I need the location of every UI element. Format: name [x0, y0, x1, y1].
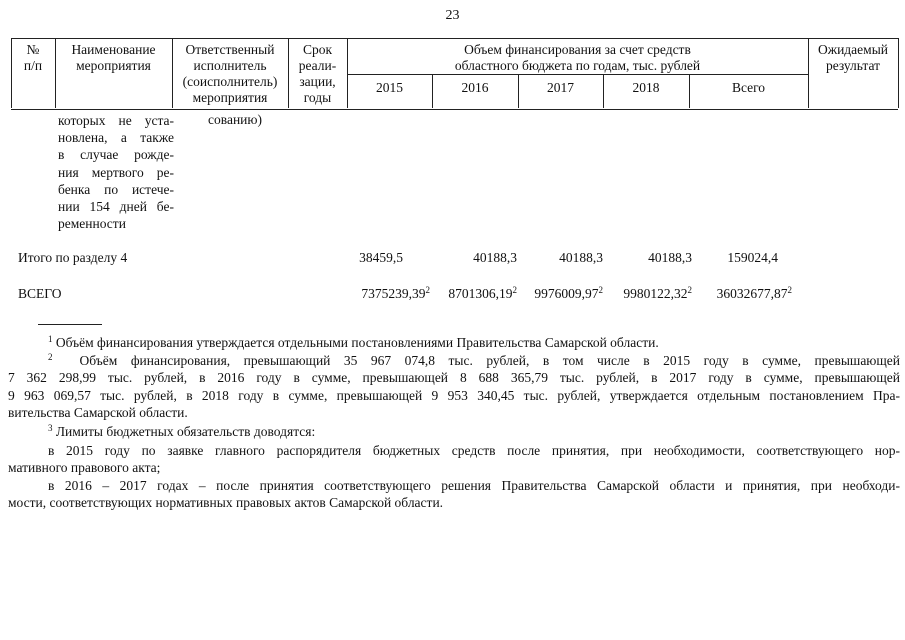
footnote-3-paragraph-2016-2017 — [8, 477, 900, 512]
text-line: Объём финансирования, превышающий 35 967 074,8 тыс. рублей, в том числе в 2015 году в сумме, превышающей — [79, 353, 901, 368]
section-total-all: 159024,4 — [727, 250, 778, 265]
grand-total-2016: 8701306,19$^2$ — [448, 285, 517, 301]
col-header-result: Ожидаемый результат — [818, 42, 888, 73]
text-line: бенка по истече- — [58, 181, 174, 197]
row-label-grand-total: ВСЕГО — [18, 286, 62, 301]
col-header-year-2017: 2017 — [547, 80, 574, 95]
row-label-section-total: Итого по разделу 4 — [18, 250, 128, 265]
text-line: в 2016 – 2017 годах – после принятия соответствующего решения Правительства Самарской области и принятия, при необходи- — [48, 478, 900, 493]
section-total-2018: 40188,3 — [648, 250, 692, 265]
text-line: в 2015 году по заявке главного распорядителя бюджетных средств после принятия, при необходимости, соответствующего нор- — [48, 443, 900, 458]
footnote-separator — [38, 324, 102, 325]
text-line: которых не уста- — [58, 113, 174, 128]
col-header-number: № п/п — [23, 42, 43, 73]
grand-total-all: 36032677,87$^2$ — [716, 285, 792, 301]
col-header-total: Всего — [731, 80, 766, 95]
col-header-name: Наименование мероприятия — [71, 42, 156, 73]
section-total-2017: 40188,3 — [559, 250, 603, 265]
text-line: нии 154 дней бе- — [58, 199, 174, 215]
text-line: мативного правового акта; — [8, 460, 161, 476]
grand-total-2018: 9980122,32$^2$ — [623, 285, 692, 301]
text-line: 9 963 069,57 тыс. рублей, в 2018 году в сумме, превышающей 9 953 340,45 тыс. рублей, утверждается отдельным постановлением Пра- — [8, 387, 900, 403]
years-divider-line — [347, 74, 808, 75]
col-header-term: Срок реали- зации, годы — [298, 42, 337, 105]
text-line: ременности — [58, 216, 126, 232]
text-line: вительства Самарской области. — [8, 404, 188, 420]
header-border-right — [898, 38, 899, 108]
text-line: ния мертвого ре- — [58, 164, 174, 180]
col-header-year-2015: 2015 — [376, 80, 403, 95]
text-line: мости, соответствующих нормативных правовых актов Самарской области. — [8, 495, 444, 511]
section-total-2015: 38459,5 — [359, 250, 403, 265]
col-header-executor: Ответственный исполнитель (соисполнитель) мероприятия — [182, 42, 278, 105]
col-header-year-2018: 2018 — [632, 80, 660, 95]
col-header-year-2016: 2016 — [461, 80, 489, 95]
text-line: в случае рожде- — [58, 147, 174, 163]
col-header-funding: Объем финансирования за счет средств областного бюджета по годам, тыс. рублей — [454, 42, 701, 73]
text-line: 7 362 298,99 тыс. рублей, в 2016 году в сумме, превышающей 8 688 365,79 тыс. рублей, в 2017 году в сумме, превышающей — [8, 370, 900, 386]
grand-total-2015: 7375239,39$^2$ — [361, 285, 430, 301]
footnote-3-paragraph-2015 — [8, 442, 900, 477]
measure-name-continuation — [58, 112, 174, 232]
footnote-3: $^3$ Лимиты бюджетных обязательств доводятся: — [48, 423, 316, 439]
executor-continuation: сованию) — [208, 112, 262, 127]
text-line: новлена, а также — [58, 130, 174, 146]
grand-total-2017: 9976009,97$^2$ — [534, 285, 603, 301]
section-total-2016: 40188,3 — [473, 250, 517, 265]
footnote-2: $^2$ Объём финансирования, превышающий 35 967 074,8 тыс. рублей, в том числе в 2015 году в сумме, превышающей 7 362 298,99 тыс. рублей, в 2016 году в сумме, превышающей 8 688 365,79 тыс. рублей, в 2017 году в сумме, превышающей 9 963 069,57 тыс. рублей, в 2018 году в сумме, превышающей 9 953 340,45 тыс. рублей, утверждается отдельным постановлением Пра- вительства Самарской области. — [8, 352, 901, 420]
footnote-1: $^1$ Объём финансирования утверждается отдельными постановлениями Правительства Самарской области. — [48, 334, 659, 350]
page-number: 23 — [445, 8, 460, 23]
